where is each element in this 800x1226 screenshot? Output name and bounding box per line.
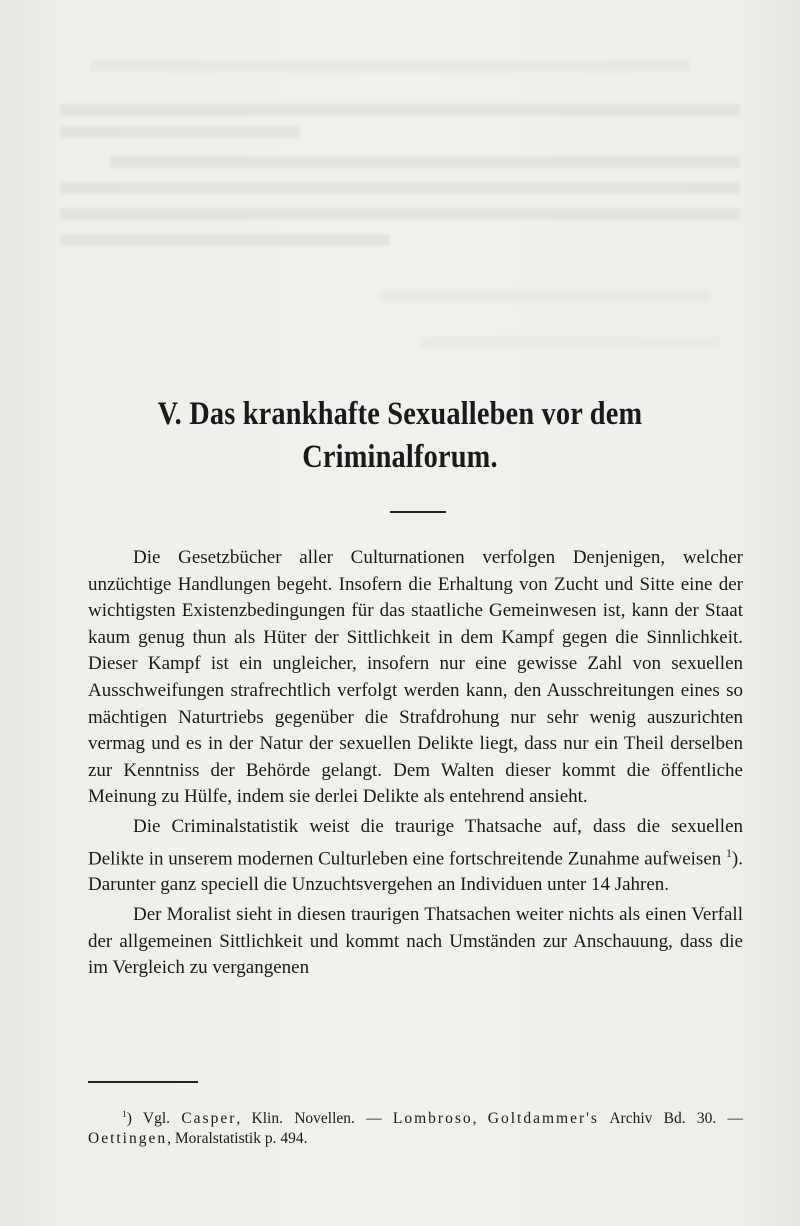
footnote-divider <box>88 1081 198 1083</box>
footnote-author-goltdammer: Goltdammer's <box>487 1110 599 1128</box>
footnote-reference: 1 <box>726 846 732 860</box>
footnote-text: ) Vgl. <box>126 1110 182 1128</box>
footnote-marker: 1 <box>122 1109 127 1120</box>
paragraph-2 <box>88 814 743 899</box>
title-divider <box>390 511 446 513</box>
footnote-text: , Klin. Novellen. — <box>236 1110 393 1128</box>
footnote-text: Archiv Bd. 30. — <box>598 1110 743 1128</box>
chapter-title <box>56 393 744 479</box>
chapter-title-line-1: V. Das krankhafte Sexualleben vor dem <box>157 396 643 432</box>
paragraph-2-text-cont: ). Darunter ganz speciell die Unzuchtsvergehen an Individuen unter 14 Jahren. <box>88 847 743 896</box>
footnote-text: , <box>472 1110 488 1128</box>
chapter-title-line-2: Criminalforum. <box>302 439 498 475</box>
footnote <box>88 1105 743 1149</box>
footnote-author-lombroso: Lombroso <box>392 1110 473 1128</box>
footnote-author-oettingen: Oettingen <box>88 1130 168 1148</box>
body-text <box>88 545 743 982</box>
footnote-author-casper: Casper <box>181 1110 237 1128</box>
paragraph-1: Die Gesetzbücher aller Culturnationen verfolgen Denjenigen, welcher unzüchtige Handlungen begeht. Insofern die Erhaltung von Zucht und Sitte eine der wichtigsten Existenzbedingungen für das staatliche Gemeinwesen ist, kann der Staat kaum genug thun als Hüter der Sittlichkeit in dem Kampf gegen die Sinnlichkeit. Dieser Kampf ist ein ungleicher, insofern nur eine gewisse Zahl von sexuellen Ausschweifungen strafrechtlich verfolgt werden kann, den Ausschreitungen eines so mächtigen Naturtriebs gegenüber die Strafdrohung nur sehr wenig auszurichten vermag und es in der Natur der sexuellen Delikte liegt, dass nur ein Theil derselben zur Kenntniss der Behörde gelangt. Dem Walten dieser kommt die öffentliche Meinung zu Hülfe, indem sie derlei Delikte als entehrend ansieht. <box>88 547 743 808</box>
paragraph-2-text: Die Criminalstatistik weist die traurige Thatsache auf, dass die sexuellen Delikte in unserem modernen Culturleben eine fortschreitende Zunahme aufweisen <box>88 815 743 869</box>
paragraph-3: Der Moralist sieht in diesen traurigen Thatsachen weiter nichts als einen Verfall der allgemeinen Sittlichkeit und kommt nach Umständen zur Anschauung, dass die im Vergleich zu vergangenen <box>88 904 743 979</box>
footnote-text: , Moralstatistik p. 494. <box>167 1130 308 1148</box>
